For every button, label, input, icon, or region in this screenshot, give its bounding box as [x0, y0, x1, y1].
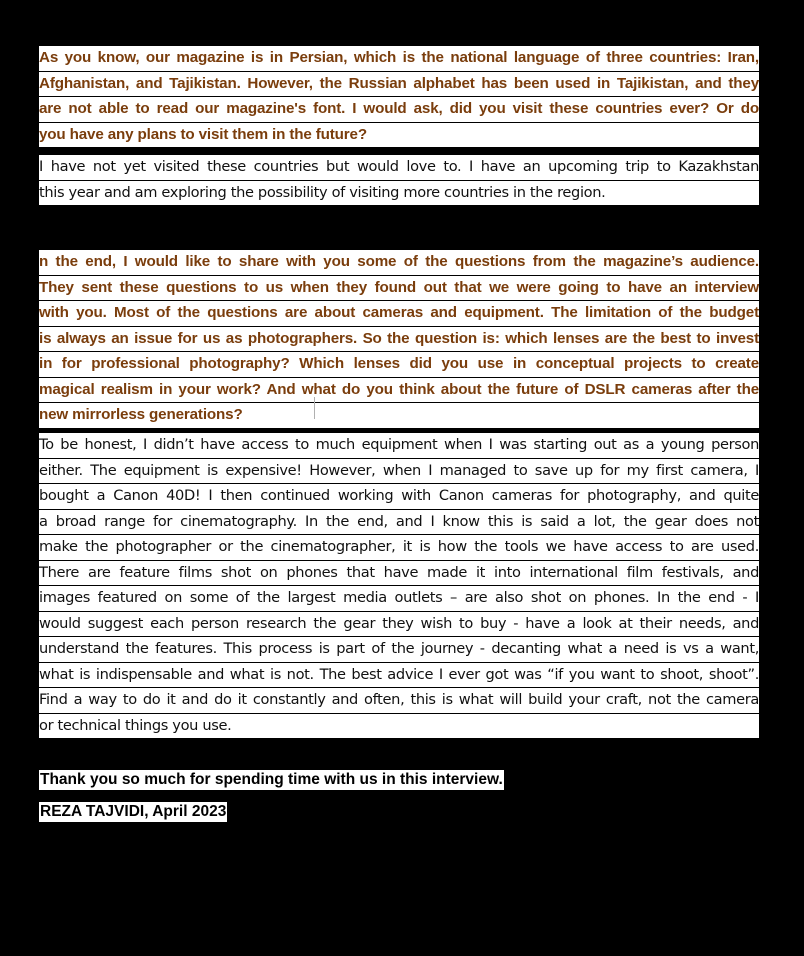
answer-line: would suggest each person research the gear they wish to buy - have a look at their needs, and [39, 611, 759, 637]
answer-line: make the photographer or the cinematographer, it is how the tools we have access to are used. [39, 534, 759, 560]
answer-line: a broad range for cinematography. In the end, and I know this is said a lot, the gear does not [39, 509, 759, 535]
question-line: with you. Most of the questions are about cameras and equipment. The limitation of the budget [39, 300, 759, 326]
question-line: n the end, I would like to share with you some of the questions from the magazine’s audience. [39, 250, 759, 275]
answer-line: Find a way to do it and do it constantly and often, this is what will build your craft, not the camera [39, 687, 759, 713]
answer-line: images featured on some of the largest media outlets – are also shot on phones. In the end - I [39, 585, 759, 611]
answer-line: or technical things you use. [39, 713, 759, 739]
question-line: magical realism in your work? And what do you think about the future of DSLR cameras after the [39, 377, 759, 403]
question-line: are not able to read our magazine's font. I would ask, did you visit these countries ever? Or do [39, 96, 759, 122]
answer-line: I have not yet visited these countries but would love to. I have an upcoming trip to Kazakhstan [39, 155, 759, 180]
question-line: new mirrorless generations? [39, 402, 759, 428]
answer-line: this year and am exploring the possibility of visiting more countries in the region. [39, 180, 759, 206]
thank-you-line: Thank you so much for spending time with us in this interview. [40, 771, 503, 788]
answer-line: what is indispensable and what is not. The best advice I ever got was “if you want to shoot, shoot”. [39, 662, 759, 688]
signature-line: REZA TAJVIDI, April 2023 [40, 803, 227, 820]
question-line: As you know, our magazine is in Persian, which is the national language of three countries: Iran, [39, 46, 759, 71]
answer-line: There are feature films shot on phones that have made it into international film festivals, and [39, 560, 759, 586]
question-2-paragraph [39, 250, 759, 428]
answer-line: bought a Canon 40D! I then continued working with Canon cameras for photography, and quite [39, 483, 759, 509]
question-1-paragraph [39, 46, 759, 147]
question-line: They sent these questions to us when they found out that we were going to have an interview [39, 275, 759, 301]
question-line: is always an issue for us as photographers. So the question is: which lenses are the best to invest [39, 326, 759, 352]
answer-1-paragraph [39, 155, 759, 205]
answer-line: understand the features. This process is part of the journey - decanting what a need is vs a want, [39, 636, 759, 662]
question-line: you have any plans to visit them in the future? [39, 122, 759, 148]
text-cursor [314, 397, 315, 419]
question-line: in for professional photography? Which lenses did you use in conceptual projects to create [39, 351, 759, 377]
answer-line: To be honest, I didn’t have access to much equipment when I was starting out as a young person [39, 433, 759, 458]
answer-2-paragraph [39, 433, 759, 738]
answer-line: either. The equipment is expensive! However, when I managed to save up for my first camera, I [39, 458, 759, 484]
question-line: Afghanistan, and Tajikistan. However, the Russian alphabet has been used in Tajikistan, and they [39, 71, 759, 97]
